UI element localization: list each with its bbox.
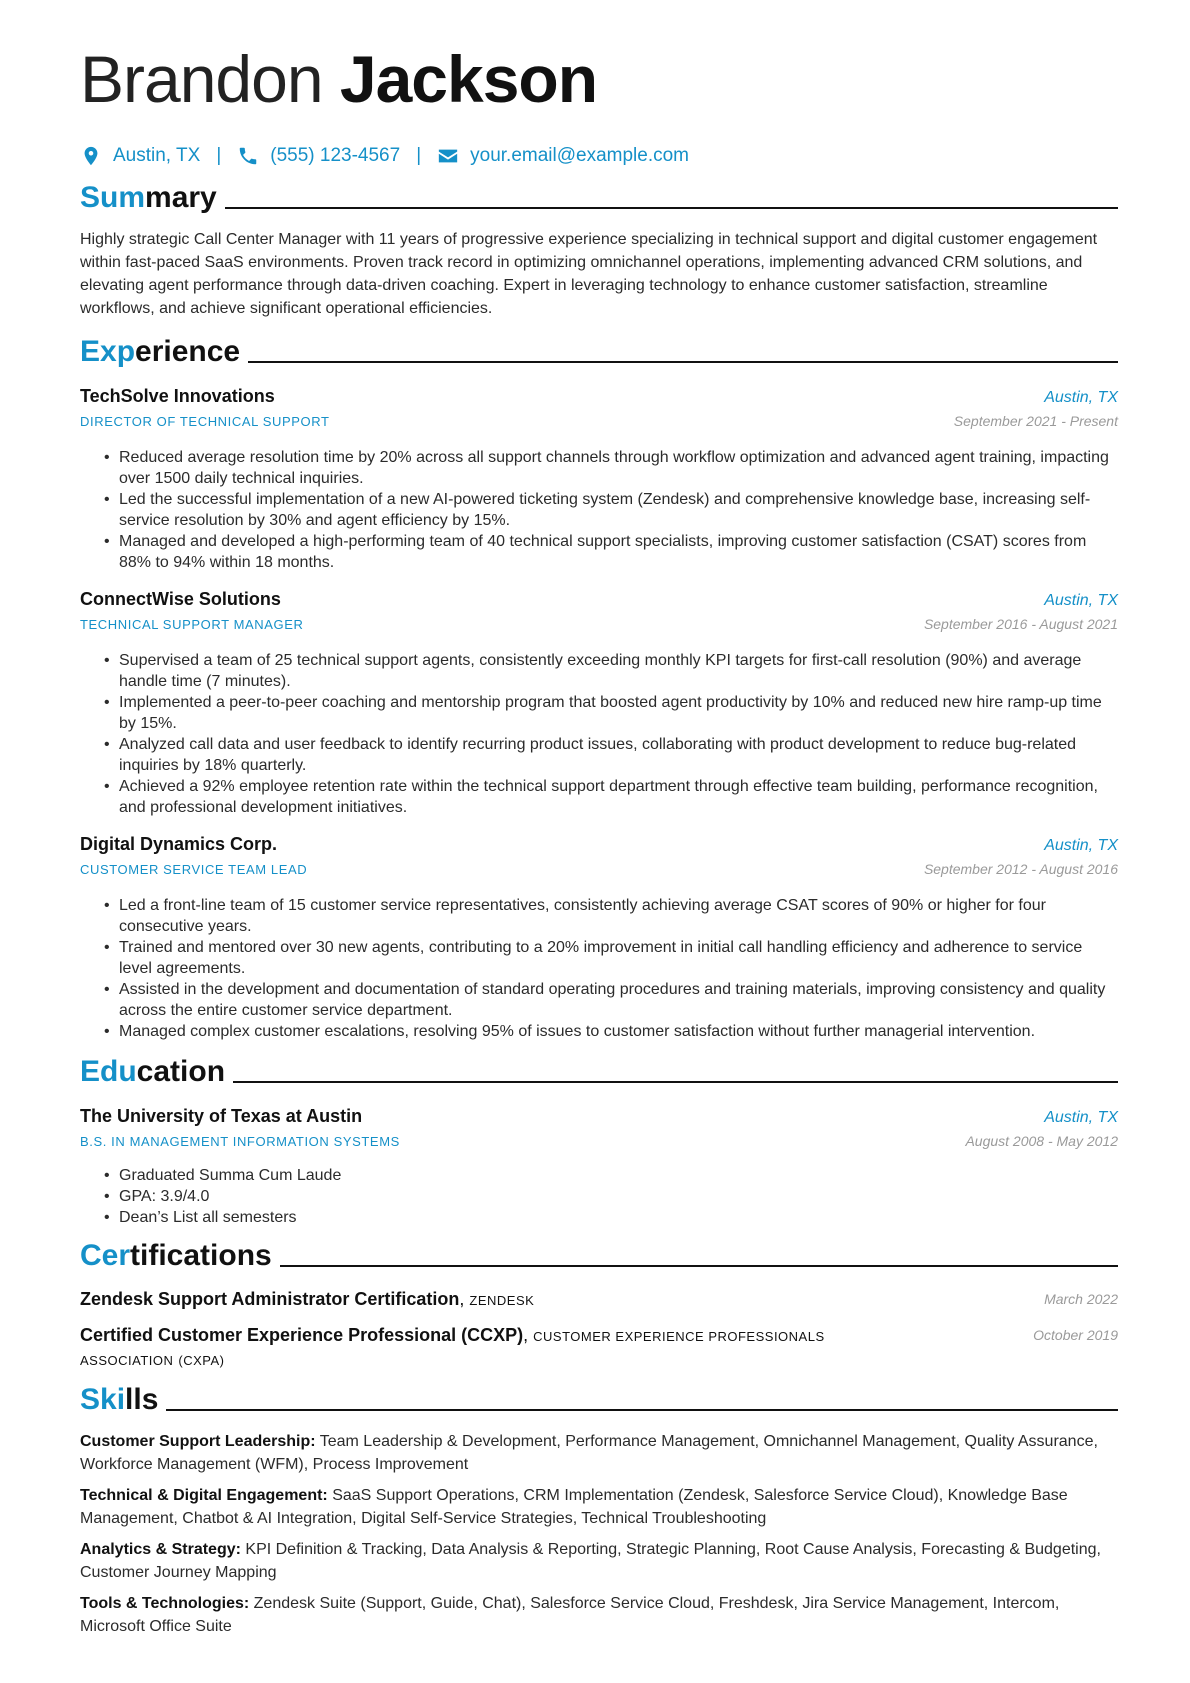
list-item: • Implemented a peer-to-peer coaching and mentorship program that boosted agent productivity by 10% and reduced new hire ramp-up time by 15%. [104, 692, 1118, 734]
skill-group [80, 1592, 1118, 1638]
location-text: Austin, TX [113, 145, 201, 166]
job-dates: September 2021 - Present [953, 413, 1118, 429]
contact-location [80, 145, 200, 167]
education-entry [80, 1104, 1118, 1228]
list-item: • Managed and developed a high-performing team of 40 technical support specialists, improving customer satisfaction (CSAT) scores from 88% to 94% within 18 months. [104, 531, 1118, 573]
job-dates: September 2016 - August 2021 [923, 616, 1118, 632]
list-item: • Managed complex customer escalations, resolving 95% of issues to customer satisfaction without further managerial intervention. [104, 1021, 1118, 1042]
contact-email[interactable] [437, 145, 689, 167]
job-title: CUSTOMER SERVICE TEAM LEAD [80, 862, 308, 877]
section-title: Experience [80, 335, 241, 368]
list-item: • Achieved a 92% employee retention rate within the technical support department through effective team building, performance recognition, and professional development initiatives. [104, 776, 1118, 818]
company-name: Digital Dynamics Corp. [80, 834, 278, 854]
last-name: Jackson [339, 42, 598, 116]
education-dates: August 2008 - May 2012 [965, 1133, 1118, 1149]
job-title: TECHNICAL SUPPORT MANAGER [80, 617, 304, 632]
list-item: • Led the successful implementation of a new AI-powered ticketing system (Zendesk) and comprehensive knowledge base, increasing self-service resolution by 30% and agent efficiency by 15%. [104, 489, 1118, 531]
section-rule [248, 361, 1118, 363]
summary-heading [80, 176, 1118, 216]
section-rule [280, 1265, 1118, 1267]
certification-name: Certified Customer Experience Professional (CCXP) [80, 1325, 524, 1345]
experience-entry [80, 832, 1118, 1042]
skill-items: SaaS Support Operations, CRM Implementation (Zendesk, Salesforce Service Cloud), Knowledge Base Management, Chatbot & AI Integration, Digital Self-Service Strategies, Technical Troubleshooting [80, 1487, 1068, 1527]
section-rule [166, 1409, 1118, 1411]
school-location: Austin, TX [1044, 1109, 1118, 1126]
school-name: The University of Texas at Austin [80, 1106, 363, 1126]
skills-heading [80, 1378, 1118, 1418]
skill-category: Technical & Digital Engagement: [80, 1487, 328, 1504]
job-location: Austin, TX [1044, 837, 1118, 854]
job-location: Austin, TX [1044, 389, 1118, 406]
skill-items: Zendesk Suite (Support, Guide, Chat), Salesforce Service Cloud, Freshdesk, Jira Service Management, Intercom, Microsoft Office Suite [80, 1595, 1060, 1635]
certifications-heading [80, 1234, 1118, 1274]
section-title: Skills [80, 1383, 159, 1416]
contact-line [80, 144, 1118, 168]
candidate-name [80, 40, 1118, 118]
skill-category: Tools & Technologies: [80, 1595, 250, 1612]
company-name: ConnectWise Solutions [80, 589, 281, 609]
summary-text: Highly strategic Call Center Manager with 11 years of progressive experience specializing in technical support and digital customer engagement within fast-paced SaaS environments. Proven track record in optimizing omnichannel operations, implementing advanced CRM solutions, and elevating agent performance through data-driven coaching. Expert in leveraging technology to enhance customer satisfaction, streamline workflows, and achieve significant operational efficiencies. [80, 231, 1098, 317]
education-bullets [104, 1165, 1118, 1228]
email-link[interactable]: your.email@example.com [470, 145, 689, 166]
certification-date: October 2019 [1033, 1327, 1118, 1343]
skill-category: Analytics & Strategy: [80, 1541, 241, 1558]
list-item: • Dean’s List all semesters [104, 1207, 1118, 1228]
map-pin-icon [80, 145, 102, 167]
skill-category: Customer Support Leadership: [80, 1433, 316, 1450]
list-item: • Reduced average resolution time by 20% across all support channels through workflow optimization and advanced agent training, impacting over 1500 daily technical inquiries. [104, 447, 1118, 489]
section-title: Education [80, 1055, 226, 1088]
degree: B.S. IN MANAGEMENT INFORMATION SYSTEMS [80, 1134, 400, 1149]
list-item: • Trained and mentored over 30 new agents, contributing to a 20% improvement in initial call handling efficiency and adherence to service level agreements. [104, 937, 1118, 979]
certification-name: Zendesk Support Administrator Certification [80, 1289, 460, 1309]
certification-issuer: ZENDESK [469, 1293, 535, 1308]
job-bullets [104, 447, 1118, 573]
certification-entry: Certified Customer Experience Professional (CCXP), CUSTOMER EXPERIENCE PROFESSIONALS ASSOCIATION (CXPA) October 2019 [80, 1325, 1118, 1368]
company-name: TechSolve Innovations [80, 386, 275, 406]
skill-group [80, 1538, 1118, 1584]
list-item: • Graduated Summa Cum Laude [104, 1165, 1118, 1186]
skill-group [80, 1484, 1118, 1530]
contact-separator: | [416, 145, 422, 166]
skill-items: Team Leadership & Development, Performance Management, Omnichannel Management, Quality Assurance, Workforce Management (WFM), Process Improvement [80, 1433, 1098, 1473]
experience-heading [80, 330, 1118, 370]
contact-separator: | [216, 145, 222, 166]
list-item: • GPA: 3.9/4.0 [104, 1186, 1118, 1207]
certification-date: March 2022 [1044, 1291, 1118, 1307]
phone-text: (555) 123-4567 [270, 145, 401, 166]
list-item: • Led a front-line team of 15 customer service representatives, consistently achieving average CSAT scores of 90% or higher for four consecutive years. [104, 895, 1118, 937]
certification-issuer-abbrev: (CXPA) [178, 1353, 225, 1368]
job-location: Austin, TX [1044, 592, 1118, 609]
envelope-icon [437, 145, 459, 167]
first-name: Brandon [80, 42, 323, 116]
skill-group [80, 1430, 1118, 1476]
experience-entry [80, 384, 1118, 573]
job-dates: September 2012 - August 2016 [923, 861, 1118, 877]
certification-entry: Zendesk Support Administrator Certification, ZENDESK March 2022 [80, 1289, 1118, 1309]
job-bullets [104, 650, 1118, 818]
section-rule [233, 1081, 1118, 1083]
job-title: DIRECTOR OF TECHNICAL SUPPORT [80, 414, 330, 429]
education-heading [80, 1050, 1118, 1090]
list-item: • Supervised a team of 25 technical support agents, consistently exceeding monthly KPI targets for first-call resolution (90%) and average handle time (7 minutes). [104, 650, 1118, 692]
list-item: • Assisted in the development and documentation of standard operating procedures and training materials, improving consistency and quality across the entire customer service department. [104, 979, 1118, 1021]
experience-entry [80, 587, 1118, 818]
section-rule [225, 207, 1118, 209]
skill-items: KPI Definition & Tracking, Data Analysis & Reporting, Strategic Planning, Root Cause Analysis, Forecasting & Budgeting, Customer Journey Mapping [80, 1541, 1101, 1581]
section-title: Summary [80, 181, 217, 214]
section-title: Certifications [80, 1239, 272, 1272]
phone-icon [237, 145, 259, 167]
job-bullets [104, 895, 1118, 1042]
certification-issuer: CUSTOMER EXPERIENCE PROFESSIONALS ASSOCIATION [80, 1329, 825, 1368]
contact-phone [237, 145, 400, 167]
list-item: • Analyzed call data and user feedback to identify recurring product issues, collaborating with product development to reduce bug-related inquiries by 18% quarterly. [104, 734, 1118, 776]
